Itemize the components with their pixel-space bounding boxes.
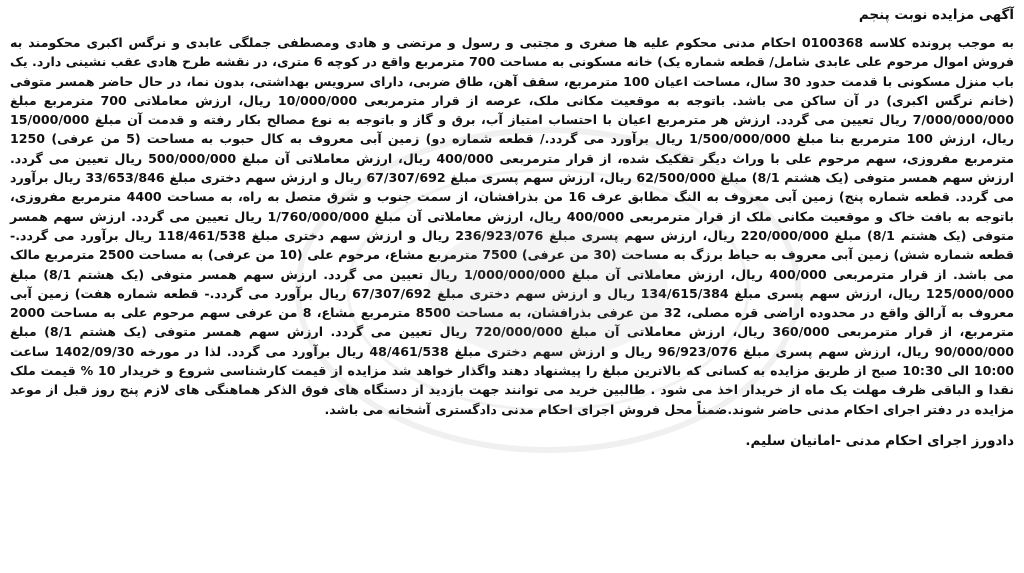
auction-notice (8, 0, 1016, 573)
notice-title: آگهی مزایده نوبت پنجم (858, 7, 1014, 23)
notice-signature: دادورز اجرای احکام مدنی -امانیان سلیم. (745, 432, 1014, 449)
notice-body: به موجب پرونده کلاسه 0100368 احکام مدنی محکوم علیه ها صغری و مجتبی و رسول و مرتضی و هادی ومصطفی جملگی عابدی و نرگس اکبری محکومند به فروش اموال مرحوم علی عابدی شامل/ قطعه شماره یک) خانه مسکونی به مساحت 700 مترمربع واقع در کوچه 6 متری، در نقشه طرح هادی عقب نشینی دارد. یک باب منزل مسکونی با قدمت حدود 30 سال، مساحت اعیان 100 مترمربع، سقف آهن، طاق ضربی، دارای سرویس بهداشتی، بدون نما، در حال حاضر همسر متوفی (خانم نرگس اکبری) در آن ساکن می باشد. باتوجه به موقعیت مکانی ملک، عرصه از قرار مترمربعی 10/000/000 ریال، ارزش معاملاتی 700 مترمربع مبلغ 7/000/000/000 ریال تعیین می گردد. ارزش هر مترمربع اعیان با احتساب امتیاز آب، برق و گاز و باتوجه به نوع مصالح بکار رفته و قدمت آن مبلغ 15/000/000 ریال، ارزش 100 مترمربع بنا مبلغ 1/500/000/000 ریال برآورد می گردد./ قطعه شماره دو) زمین آبی معروف به کال حبوب به مساحت (5 من عرفی) 1250 مترمربع مفروزی، سهم مرحوم علی با وراث دیگر تفکیک شده، از قرار مترمربعی 400/000 ریال، ارزش معاملاتی آن مبلغ 500/000/000 ریال تعیین می گردد. ارزش سهم همسر متوفی (یک هشتم 8/1) مبلغ 62/500/000 ریال، ارزش سهم پسری مبلغ 67/307/692 ریال و ارزش سهم دختری مبلغ 33/653/846 ریال برآورد می گردد. قطعه شماره پنج) زمین آبی معروف به النگ مطابق عرف 16 من بذرافشان، از سمت جنوب و شرق متصل به راه، به مساحت 4400 مترمربع مفروزی، باتوجه به بافت خاک و موقعیت مکانی ملک از قرار مترمربعی 400/000 ریال، ارزش معاملاتی آن مبلغ 1/760/000/000 ریال تعیین می گردد. ارزش سهم همسر متوفی (یک هشتم 8/1) مبلغ 220/000/000 ریال، ارزش سهم پسری مبلغ 236/923/076 ریال و ارزش سهم دختری مبلغ 118/461/538 ریال برآورد می گردد.- قطعه شماره شش) زمین آبی معروف به حیاط برزگ به مساحت (30 من عرفی) 7500 مترمربع مشاع، مرحوم علی (10 من عرفی) به مساحت 2500 مترمربع مالک می باشد. از قرار مترمربعی 400/000 ریال، ارزش معاملاتی آن مبلغ 1/000/000/000 ریال تعیین می گردد. ارزش سهم همسر متوفی (یک هشتم 8/1) مبلغ 125/000/000 ریال، ارزش سهم پسری مبلغ 134/615/384 ریال و ارزش سهم دختری مبلغ 67/307/692 ریال برآورد می گردد.- قطعه شماره هفت) زمین آبی معروف به آرالق واقع در محدوده اراضی قره مصلی، 32 من عرفی بذرافشان، به مساحت 8500 مترمربع مشاع، 8 من عرفی سهم مرحوم علی به مساحت 2000 مترمربع، از قرار مترمربعی 360/000 ریال، ارزش معاملاتی آن مبلغ 720/000/000 ریال تعیین می گردد. ارزش سهم همسر متوفی (یک هشتم 8/1) مبلغ 90/000/000 ریال، ارزش سهم پسری مبلغ 96/923/076 ریال و ارزش سهم دختری مبلغ 48/461/538 ریال برآورد می گردد. لذا در مورخه 1402/09/30 ساعت 10:00 الی 10:30 صبح از طریق مزایده به کسانی که بالاترین مبلغ را پیشنهاد دهند واگذار خواهد شد مزایده از قیمت کارشناسی شروع و خریدار 10 % قیمت ملک نقدا و الباقی ظرف مهلت یک ماه از خریدار اخذ می شود . طالبین خرید می توانند جهت بازدید از دستگاه های فوق الذکر هماهنگی های لازم پنج روز قبل از موعد مزایده در دفتر اجرای احکام مدنی حاضر شوند.ضمناً محل فروش اجرای احکام مدنی دادگستری آشخانه می باشد. (10, 35, 1015, 417)
